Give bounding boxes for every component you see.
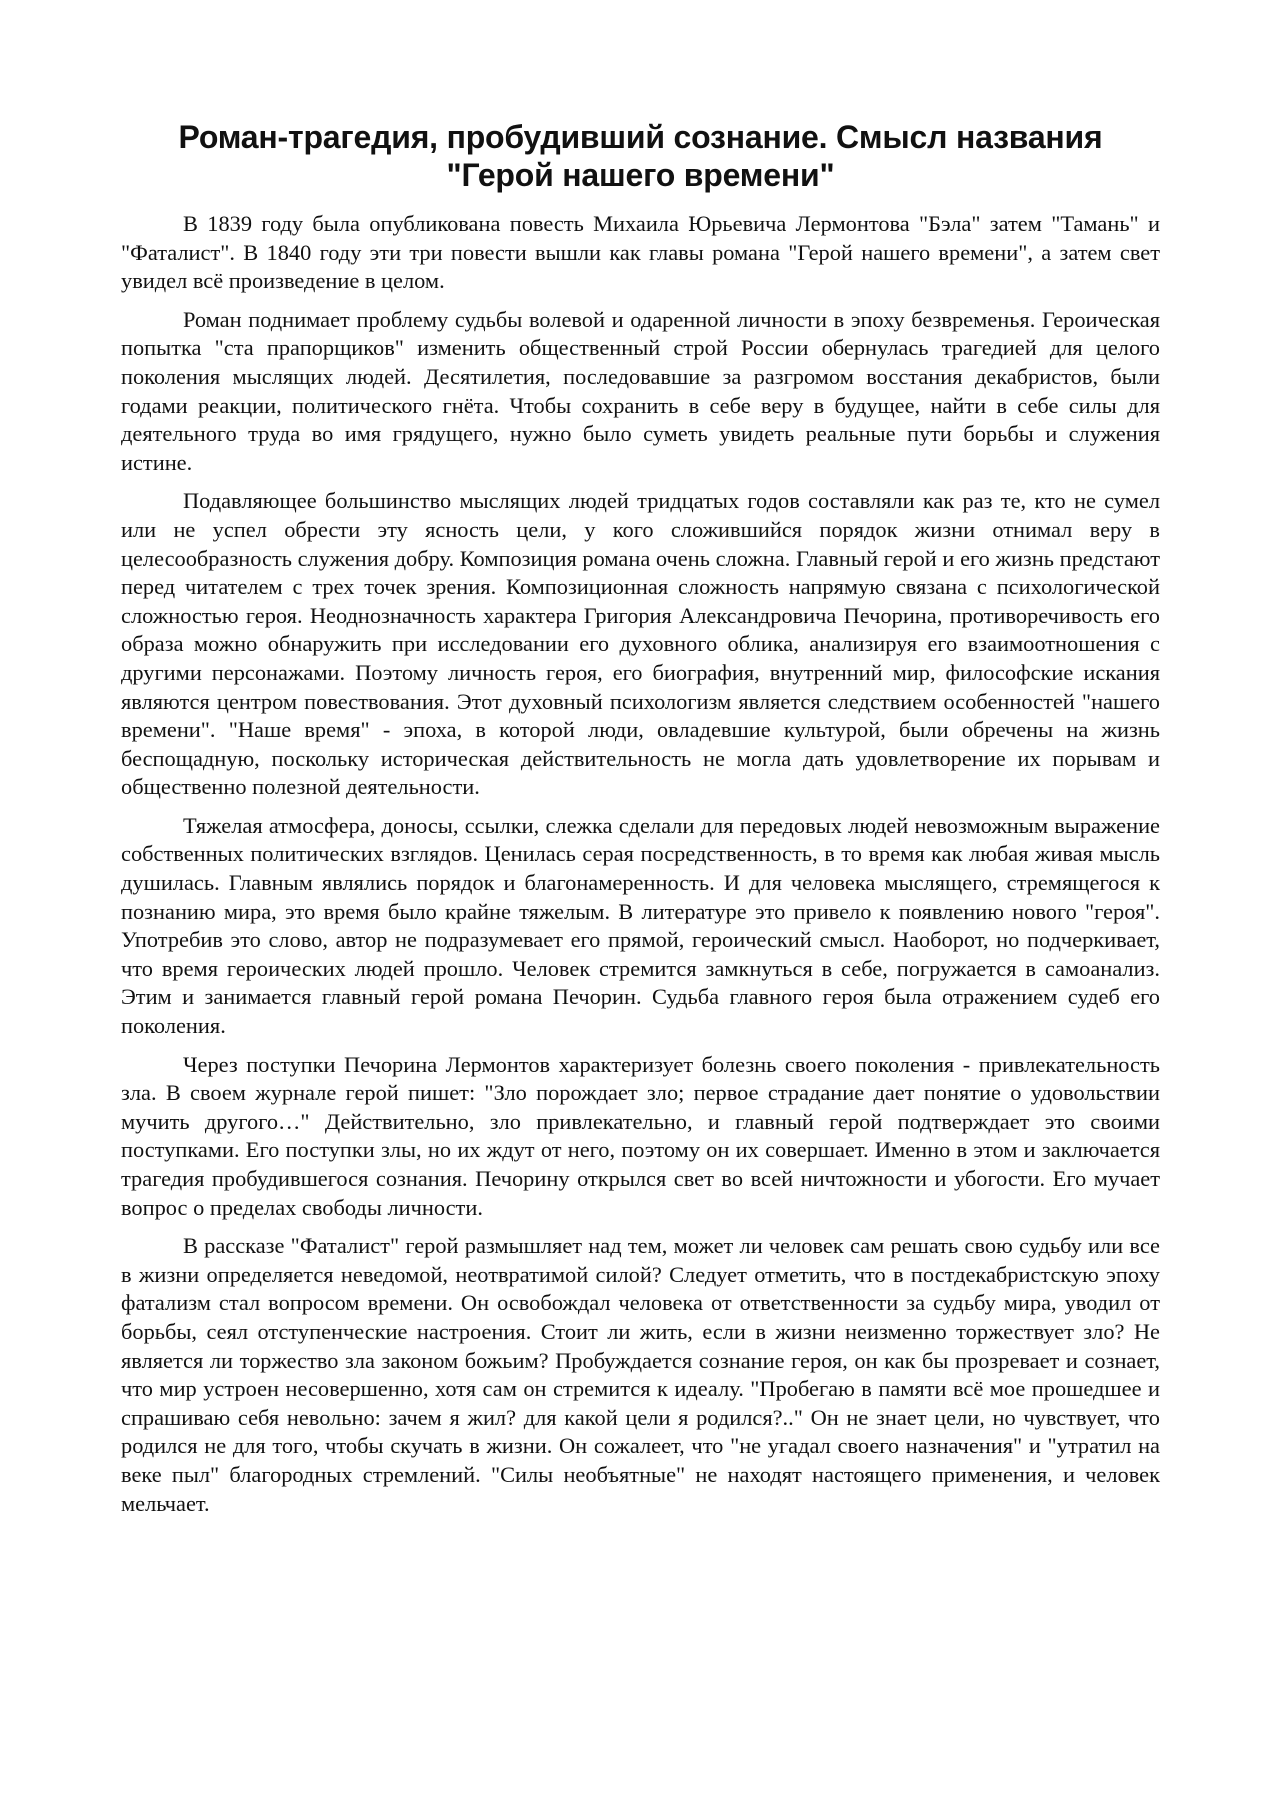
document-page — [121, 118, 1160, 1528]
document-title: Роман-трагедия, пробудивший сознание. Смысл названия "Герой нашего времени" — [178, 119, 1103, 193]
paragraph-5: Через поступки Печорина Лермонтов характеризует болезнь своего поколения - привлекательность зла. В своем журнале герой пишет: "Зло порождает зло; первое страдание дает понятие о удовольствии мучить другого…" Действительно, зло привлекательно, и главный герой подтверждает это своими поступками. Его поступки злы, но их ждут от него, поэтому он их совершает. Именно в этом и заключается трагедия пробудившегося сознания. Печорину открылся свет во всей ничтожности и убогости. Его мучает вопрос о пределах свободы личности. — [121, 1051, 1160, 1220]
paragraph-3: Подавляющее большинство мыслящих людей тридцатых годов составляли как раз те, кто не сумел или не успел обрести эту ясность цели, у кого сложившийся порядок жизни отнимал веру в целесообразность служения добру. Композиция романа очень сложна. Главный герой и его жизнь предстают перед читателем с трех точек зрения. Композиционная сложность напрямую связана с психологической сложностью героя. Неоднозначность характера Григория Александровича Печорина, противоречивость его образа можно обнаружить при исследовании его духовного облика, анализируя его взаимоотношения с другими персонажами. Поэтому личность героя, его биография, внутренний мир, философские искания являются центром повествования. Этот духовный психологизм является следствием особенностей "нашего времени". "Наше время" - эпоха, в которой люди, овладевшие культурой, были обречены на жизнь беспощадную, поскольку историческая действительность не могла дать удовлетворение их порывам и общественно полезной деятельности. — [121, 488, 1160, 800]
paragraph-6: В рассказе "Фаталист" герой размышляет над тем, может ли человек сам решать свою судьбу или все в жизни определяется неведомой, неотвратимой силой? Следует отметить, что в постдекабристскую эпоху фатализм стал вопросом времени. Он освобождал человека от ответственности за судьбу мира, уводил от борьбы, сеял отступенческие настроения. Стоит ли жить, если в жизни неизменно торжествует зло? Не является ли торжество зла законом божьим? Пробуждается сознание героя, он как бы прозревает и сознает, что мир устроен несовершенно, хотя сам он стремится к идеалу. "Пробегаю в памяти всё мое прошедшее и спрашиваю себя невольно: зачем я жил? для какой цели я родился?.." Он не знает цели, но чувствует, что родился не для того, чтобы скучать в жизни. Он сожалеет, что "не угадал своего назначения" и "утратил на веке пыл" благородных стремлений. "Силы необъятные" не находят настоящего применения, и человек мельчает. — [121, 1233, 1160, 1516]
paragraph-4: Тяжелая атмосфера, доносы, ссылки, слежка сделали для передовых людей невозможным выражение собственных политических взглядов. Ценилась серая посредственность, в то время как любая живая мысль душилась. Главным являлись порядок и благонамеренность. И для человека мыслящего, стремящегося к познанию мира, это время было крайне тяжелым. В литературе это привело к появлению нового "героя". Употребив это слово, автор не подразумевает его прямой, героический смысл. Наоборот, но подчеркивает, что время героических людей прошло. Человек стремится замкнуться в себе, погружается в самоанализ. Этим и занимается главный герой романа Печорин. Судьба главного героя была отражением судеб его поколения. — [121, 812, 1160, 1039]
paragraph-1: В 1839 году была опубликована повесть Михаила Юрьевича Лермонтова "Бэла" затем "Тамань" и "Фаталист". В 1840 году эти три повести вышли как главы романа "Герой нашего времени", а затем свет увидел всё произведение в целом. — [121, 211, 1160, 294]
paragraph-2: Роман поднимает проблему судьбы волевой и одаренной личности в эпоху безвременья. Героическая попытка "ста прапорщиков" изменить общественный строй России обернулась трагедией для целого поколения мыслящих людей. Десятилетия, последовавшие за разгромом восстания декабристов, были годами реакции, политического гнёта. Чтобы сохранить в себе веру в будущее, найти в себе силы для деятельного труда во имя грядущего, нужно было суметь увидеть реальные пути борьбы и служения истине. — [121, 306, 1160, 475]
